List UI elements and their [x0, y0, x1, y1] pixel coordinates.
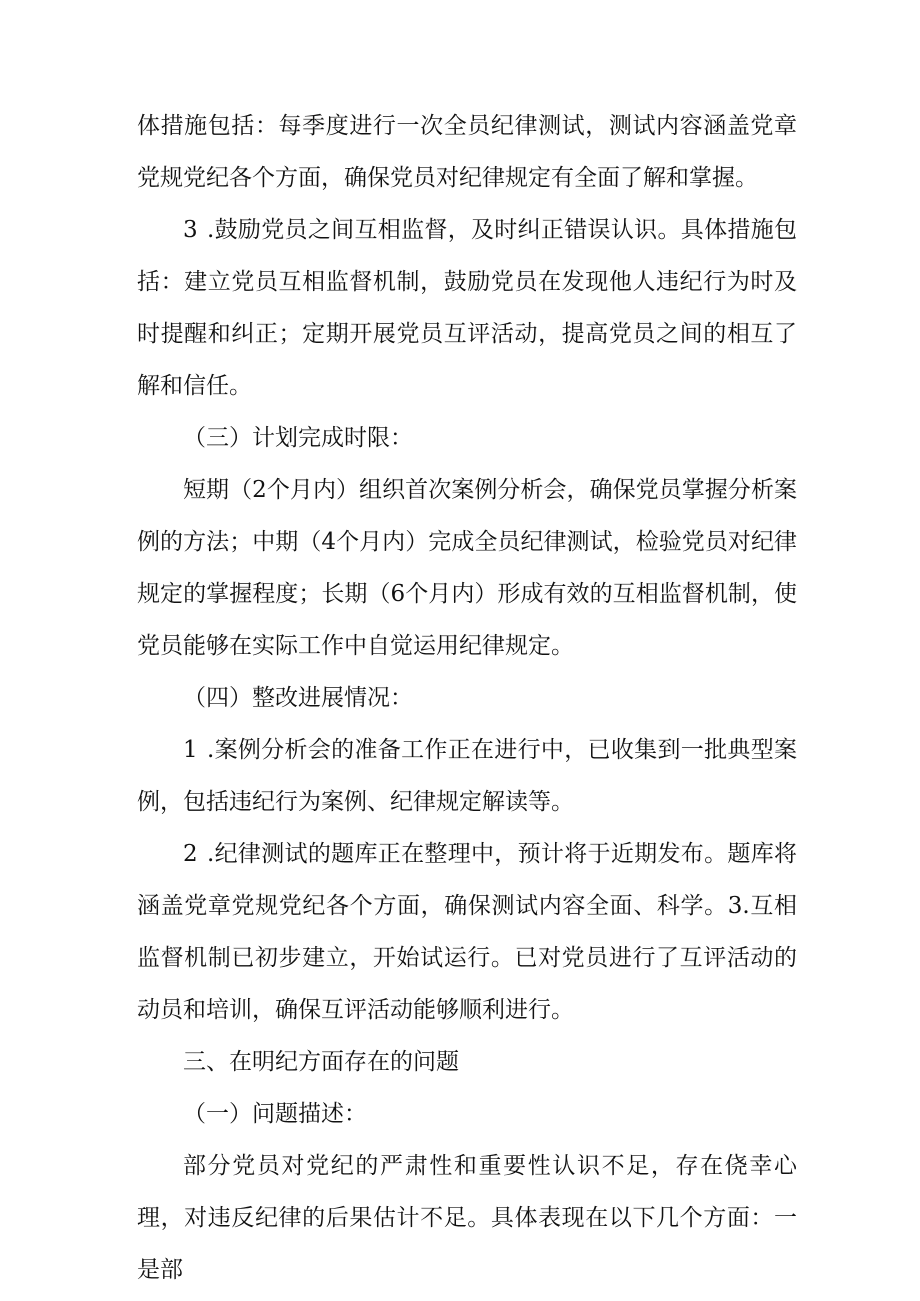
paragraph-text: .鼓励党员之间互相监督，及时纠正错误认识。具体措施包括：建立党员互相监督机制，鼓励党员在发现他人违纪行为时及时提醒和纠正；定期开展党员互评活动，提高党员之间的相互了解和信任。: [137, 217, 797, 399]
heading-progress: （四）整改进展情况：: [183, 685, 413, 711]
document-body: [137, 100, 797, 1296]
item-number: 1: [183, 737, 198, 763]
paragraph-item-3: [137, 204, 797, 412]
paragraph-item-1: [137, 724, 797, 828]
paragraph-text: .案例分析会的准备工作正在进行中，已收集到一批典型案例，包括违纪行为案例、纪律规定解读等。: [137, 737, 797, 815]
paragraph-text: .纪律测试的题库正在整理中，预计将于近期发布。题库将涵盖党章党规党纪各个方面，确保测试内容全面、科学。3.互相监督机制已初步建立，开始试运行。已对党员进行了互评活动的动员和培训，确保互评活动能够顺利进行。: [137, 841, 797, 1023]
heading-problem-description: （一）问题描述：: [183, 1101, 367, 1127]
item-number: 2: [183, 841, 198, 867]
heading-section-3: 三、在明纪方面存在的问题: [183, 1049, 459, 1075]
item-number: 3: [183, 217, 198, 243]
paragraph-deadlines: 短期（2个月内）组织首次案例分析会，确保党员掌握分析案例的方法；中期（4个月内）完成全员纪律测试，检验党员对纪律规定的掌握程度；长期（6个月内）形成有效的互相监督机制，使党员能够在实际工作中自觉运用纪律规定。: [137, 477, 797, 659]
paragraph-measures-continued: 体措施包括：每季度进行一次全员纪律测试，测试内容涵盖党章党规党纪各个方面，确保党员对纪律规定有全面了解和掌握。: [137, 113, 797, 191]
paragraph-problem: 部分党员对党纪的严肃性和重要性认识不足，存在侥幸心理，对违反纪律的后果估计不足。具体表现在以下几个方面：一是部: [137, 1153, 797, 1283]
heading-completion-deadline: （三）计划完成时限：: [183, 425, 413, 451]
paragraph-item-2: [137, 828, 797, 1036]
